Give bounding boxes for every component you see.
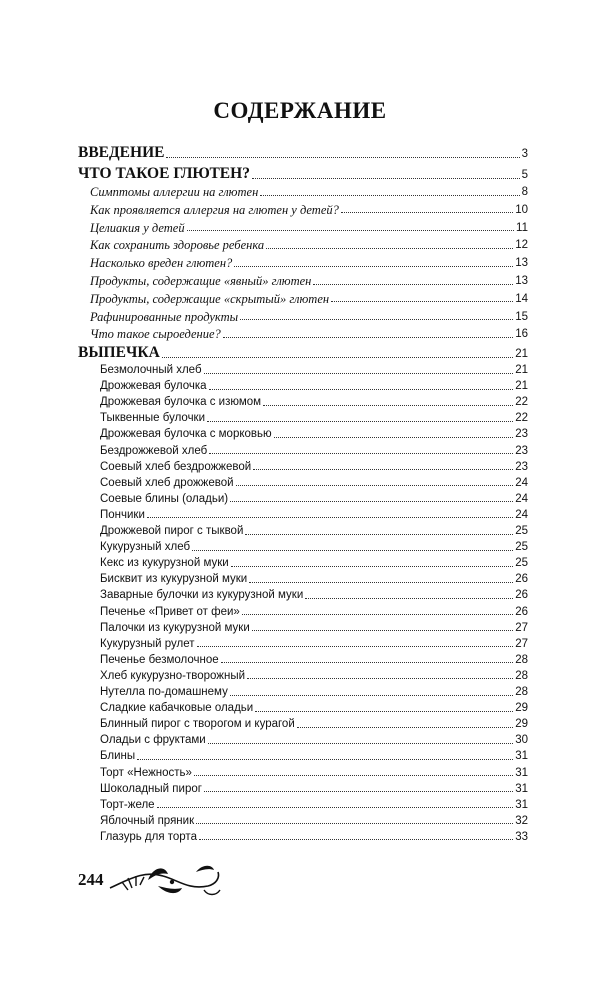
- toc-entry: [78, 293, 528, 306]
- toc-entry-title: Продукты, содержащие «скрытый» глютен: [90, 291, 330, 306]
- toc-entry-title: Соевый хлеб дрожжевой: [100, 476, 234, 489]
- page-footer: [78, 860, 228, 900]
- toc-entry-title: Рафинированные продукты: [90, 309, 239, 324]
- toc-entry: [78, 671, 528, 683]
- toc-entry-page: 27: [515, 637, 528, 650]
- toc-entry-page: 8: [521, 186, 528, 198]
- toc-entry-page: 21: [515, 348, 528, 360]
- dot-leader: [196, 823, 513, 824]
- toc-entry: [78, 703, 528, 715]
- toc-entry: [78, 816, 528, 828]
- page-title: СОДЕРЖАНИЕ: [213, 98, 387, 123]
- toc-entry-page: 27: [515, 621, 528, 634]
- dot-leader: [252, 630, 513, 631]
- toc-entry: [78, 429, 528, 441]
- toc-entry-title: Торт-желе: [100, 798, 155, 811]
- dot-leader: [137, 759, 513, 760]
- toc-entry-page: 29: [515, 702, 528, 715]
- dot-leader: [236, 485, 514, 486]
- dot-leader: [341, 212, 513, 213]
- toc-entry-page: 23: [515, 444, 528, 457]
- toc-entry-page: 26: [515, 605, 528, 618]
- toc-entry: [78, 719, 528, 731]
- toc-entry-page: 28: [515, 653, 528, 666]
- toc-entry: [78, 768, 528, 780]
- toc-entry-page: 23: [515, 428, 528, 441]
- toc-entry-title: Дрожжевая булочка с изюмом: [100, 396, 262, 409]
- toc-entry-title: Шоколадный пирог: [100, 782, 202, 795]
- toc-entry: [78, 222, 528, 235]
- dot-leader: [162, 357, 513, 358]
- dot-leader: [249, 582, 513, 583]
- toc-entry: [78, 186, 528, 199]
- toc-entry-page: 11: [516, 221, 528, 234]
- toc-entry-title: Дрожжевой пирог с тыквой: [100, 525, 244, 537]
- toc-entry: [78, 687, 528, 699]
- toc-entry: [78, 328, 528, 341]
- toc-entry-page: 12: [515, 239, 528, 252]
- toc-entry-page: 5: [521, 169, 528, 181]
- toc-entry-title: Хлеб кукурузно-творожный: [100, 669, 246, 682]
- dot-leader: [199, 839, 513, 840]
- toc-entry-title: Глазурь для торта: [100, 830, 197, 843]
- toc-entry-page: 24: [515, 508, 528, 521]
- toc-entry: [78, 381, 528, 393]
- toc-entry: [78, 623, 528, 635]
- dot-leader: [207, 421, 513, 422]
- toc-entry-page: 25: [515, 541, 528, 554]
- toc-entry-title: Бездрожжевой хлеб: [100, 444, 208, 457]
- toc-entry-title: Как проявляется аллергия на глютен у детей?: [90, 202, 339, 217]
- toc-entry: [78, 590, 528, 602]
- toc-entry: [78, 832, 528, 844]
- toc-entry-page: 16: [515, 328, 528, 341]
- toc-entry-page: 26: [515, 573, 528, 586]
- floral-ornament-icon: [108, 860, 223, 900]
- toc-entry-page: 21: [515, 380, 528, 393]
- dot-leader: [204, 791, 513, 792]
- toc-entry-title: Кекс из кукурузной муки: [100, 557, 229, 570]
- toc-entry-page: 31: [515, 798, 528, 811]
- toc-entry-page: 23: [515, 460, 528, 473]
- toc-entry: [78, 639, 528, 651]
- toc-entry-title: ЧТО ТАКОЕ ГЛЮТЕН?: [78, 165, 250, 182]
- dot-leader: [266, 248, 513, 249]
- toc-entry-title: Оладьи с фруктами: [100, 734, 206, 747]
- dot-leader: [192, 550, 513, 551]
- dot-leader: [305, 598, 513, 599]
- toc-entry-title: Насколько вреден глютен?: [90, 256, 233, 271]
- toc-entry-title: Печенье «Привет от феи»: [100, 605, 240, 618]
- toc-entry: [78, 311, 528, 324]
- toc-entry-page: 21: [515, 364, 528, 376]
- toc-entry-page: 13: [515, 257, 528, 270]
- toc-entry-page: 28: [515, 669, 528, 682]
- dot-leader: [245, 534, 513, 535]
- toc-entry-title: Симптомы аллергии на глютен: [90, 185, 259, 199]
- page-number: 244: [78, 870, 104, 889]
- toc-entry: [78, 239, 528, 252]
- toc-entry-title: Кукурузный рулет: [100, 637, 195, 650]
- toc-entry: [78, 655, 528, 667]
- toc-entry-page: 10: [515, 203, 528, 216]
- toc-entry-title: Бисквит из кукурузной муки: [100, 573, 248, 586]
- toc-entry-title: Соевый хлеб бездрожжевой: [100, 460, 252, 473]
- dot-leader: [231, 566, 514, 567]
- dot-leader: [209, 389, 514, 390]
- toc-entry-page: 22: [515, 396, 528, 409]
- toc-entry: [78, 478, 528, 490]
- toc-entry-page: 15: [515, 310, 528, 323]
- toc-entry-page: 24: [515, 476, 528, 489]
- dot-leader: [247, 678, 513, 679]
- toc-entry: [78, 784, 528, 796]
- toc-entry-page: 31: [515, 782, 528, 795]
- toc-entry: [78, 574, 528, 586]
- dot-leader: [187, 230, 514, 231]
- toc-entry: [78, 413, 528, 425]
- toc-entry-page: 14: [515, 292, 528, 305]
- dot-leader: [297, 727, 513, 728]
- dot-leader: [204, 373, 514, 374]
- toc-entry-page: 25: [515, 557, 528, 570]
- toc-entry: [78, 735, 528, 747]
- toc-entry-page: 22: [515, 412, 528, 425]
- toc-entry-page: 3: [521, 148, 528, 160]
- toc-entry-title: Что такое сыроедение?: [90, 327, 221, 342]
- toc-entry-title: Сладкие кабачковые оладьи: [100, 702, 254, 715]
- toc-entry: [78, 607, 528, 619]
- toc-entry: [78, 751, 528, 763]
- dot-leader: [230, 501, 513, 502]
- toc-entry-title: Кукурузный хлеб: [100, 541, 191, 554]
- dot-leader: [166, 157, 519, 158]
- toc-entry-title: Пончики: [100, 508, 145, 521]
- dot-leader: [253, 469, 513, 470]
- toc-entry-title: Яблочный пряник: [100, 814, 195, 827]
- toc-entry-page: 31: [515, 766, 528, 779]
- dot-leader: [252, 178, 520, 179]
- dot-leader: [209, 453, 513, 454]
- toc-entry: [78, 204, 528, 217]
- dot-leader: [194, 775, 513, 776]
- toc-entry: [78, 494, 528, 506]
- toc-entry-page: 26: [515, 589, 528, 602]
- toc-entry: [78, 542, 528, 554]
- toc-entry: [78, 526, 528, 538]
- toc-entry-page: 31: [515, 750, 528, 763]
- toc-entry-title: Блинный пирог с творогом и курагой: [100, 718, 295, 731]
- toc-entry: [78, 275, 528, 288]
- toc-entry: [78, 446, 528, 458]
- toc-entry: [78, 800, 528, 812]
- toc-entry-page: 24: [515, 492, 528, 505]
- dot-leader: [234, 266, 513, 267]
- toc-entry-title: Нутелла по-домашнему: [100, 686, 228, 698]
- toc-entry: [78, 345, 528, 361]
- toc-entry-page: 32: [515, 814, 528, 827]
- dot-leader: [263, 405, 513, 406]
- toc-entry-title: Тыквенные булочки: [100, 412, 206, 425]
- dot-leader: [230, 695, 513, 696]
- dot-leader: [157, 807, 514, 808]
- toc-entry-title: Целиакия у детей: [90, 220, 185, 235]
- toc-entry-title: Палочки из кукурузной муки: [100, 621, 250, 634]
- toc-entry-page: 29: [515, 718, 528, 731]
- toc-entry-title: Как сохранить здоровье ребенка: [90, 238, 265, 253]
- toc-entry-title: Торт «Нежность»: [100, 766, 192, 779]
- toc-entry-page: 25: [515, 525, 528, 537]
- toc-entry: [78, 166, 528, 182]
- dot-leader: [147, 517, 513, 518]
- toc-entry-title: Соевые блины (оладьи): [100, 492, 229, 505]
- toc-entry: [78, 257, 528, 270]
- toc-entry-title: Заварные булочки из кукурузной муки: [100, 589, 304, 602]
- toc-entry-page: 30: [515, 734, 528, 747]
- dot-leader: [221, 662, 514, 663]
- toc-entry-title: Печенье безмолочное: [100, 653, 219, 666]
- toc-entry: [78, 145, 528, 161]
- dot-leader: [274, 437, 514, 438]
- toc-entry-title: ВЫПЕЧКА: [78, 344, 160, 361]
- dot-leader: [255, 711, 513, 712]
- toc-entry-page: 28: [515, 686, 528, 698]
- toc-entry: [78, 397, 528, 409]
- dot-leader: [240, 319, 513, 320]
- dot-leader: [223, 337, 513, 338]
- toc-entry: [78, 558, 528, 570]
- toc-entry-title: Дрожжевая булочка: [100, 380, 207, 393]
- dot-leader: [260, 195, 519, 196]
- dot-leader: [313, 284, 513, 285]
- toc-entry: [78, 462, 528, 474]
- toc-entry: [78, 365, 528, 377]
- dot-leader: [197, 646, 514, 647]
- toc-entry-title: Дрожжевая булочка с морковью: [100, 428, 272, 441]
- toc-entry-page: 33: [515, 830, 528, 843]
- dot-leader: [208, 743, 514, 744]
- dot-leader: [331, 301, 513, 302]
- dot-leader: [242, 614, 513, 615]
- toc-entry-title: Блины: [100, 750, 136, 763]
- toc-entry: [78, 510, 528, 522]
- toc-entry-title: Продукты, содержащие «явный» глютен: [90, 274, 312, 288]
- toc-entry-title: ВВЕДЕНИЕ: [78, 144, 165, 161]
- toc-entry-title: Безмолочный хлеб: [100, 364, 202, 376]
- toc-entry-page: 13: [515, 275, 528, 287]
